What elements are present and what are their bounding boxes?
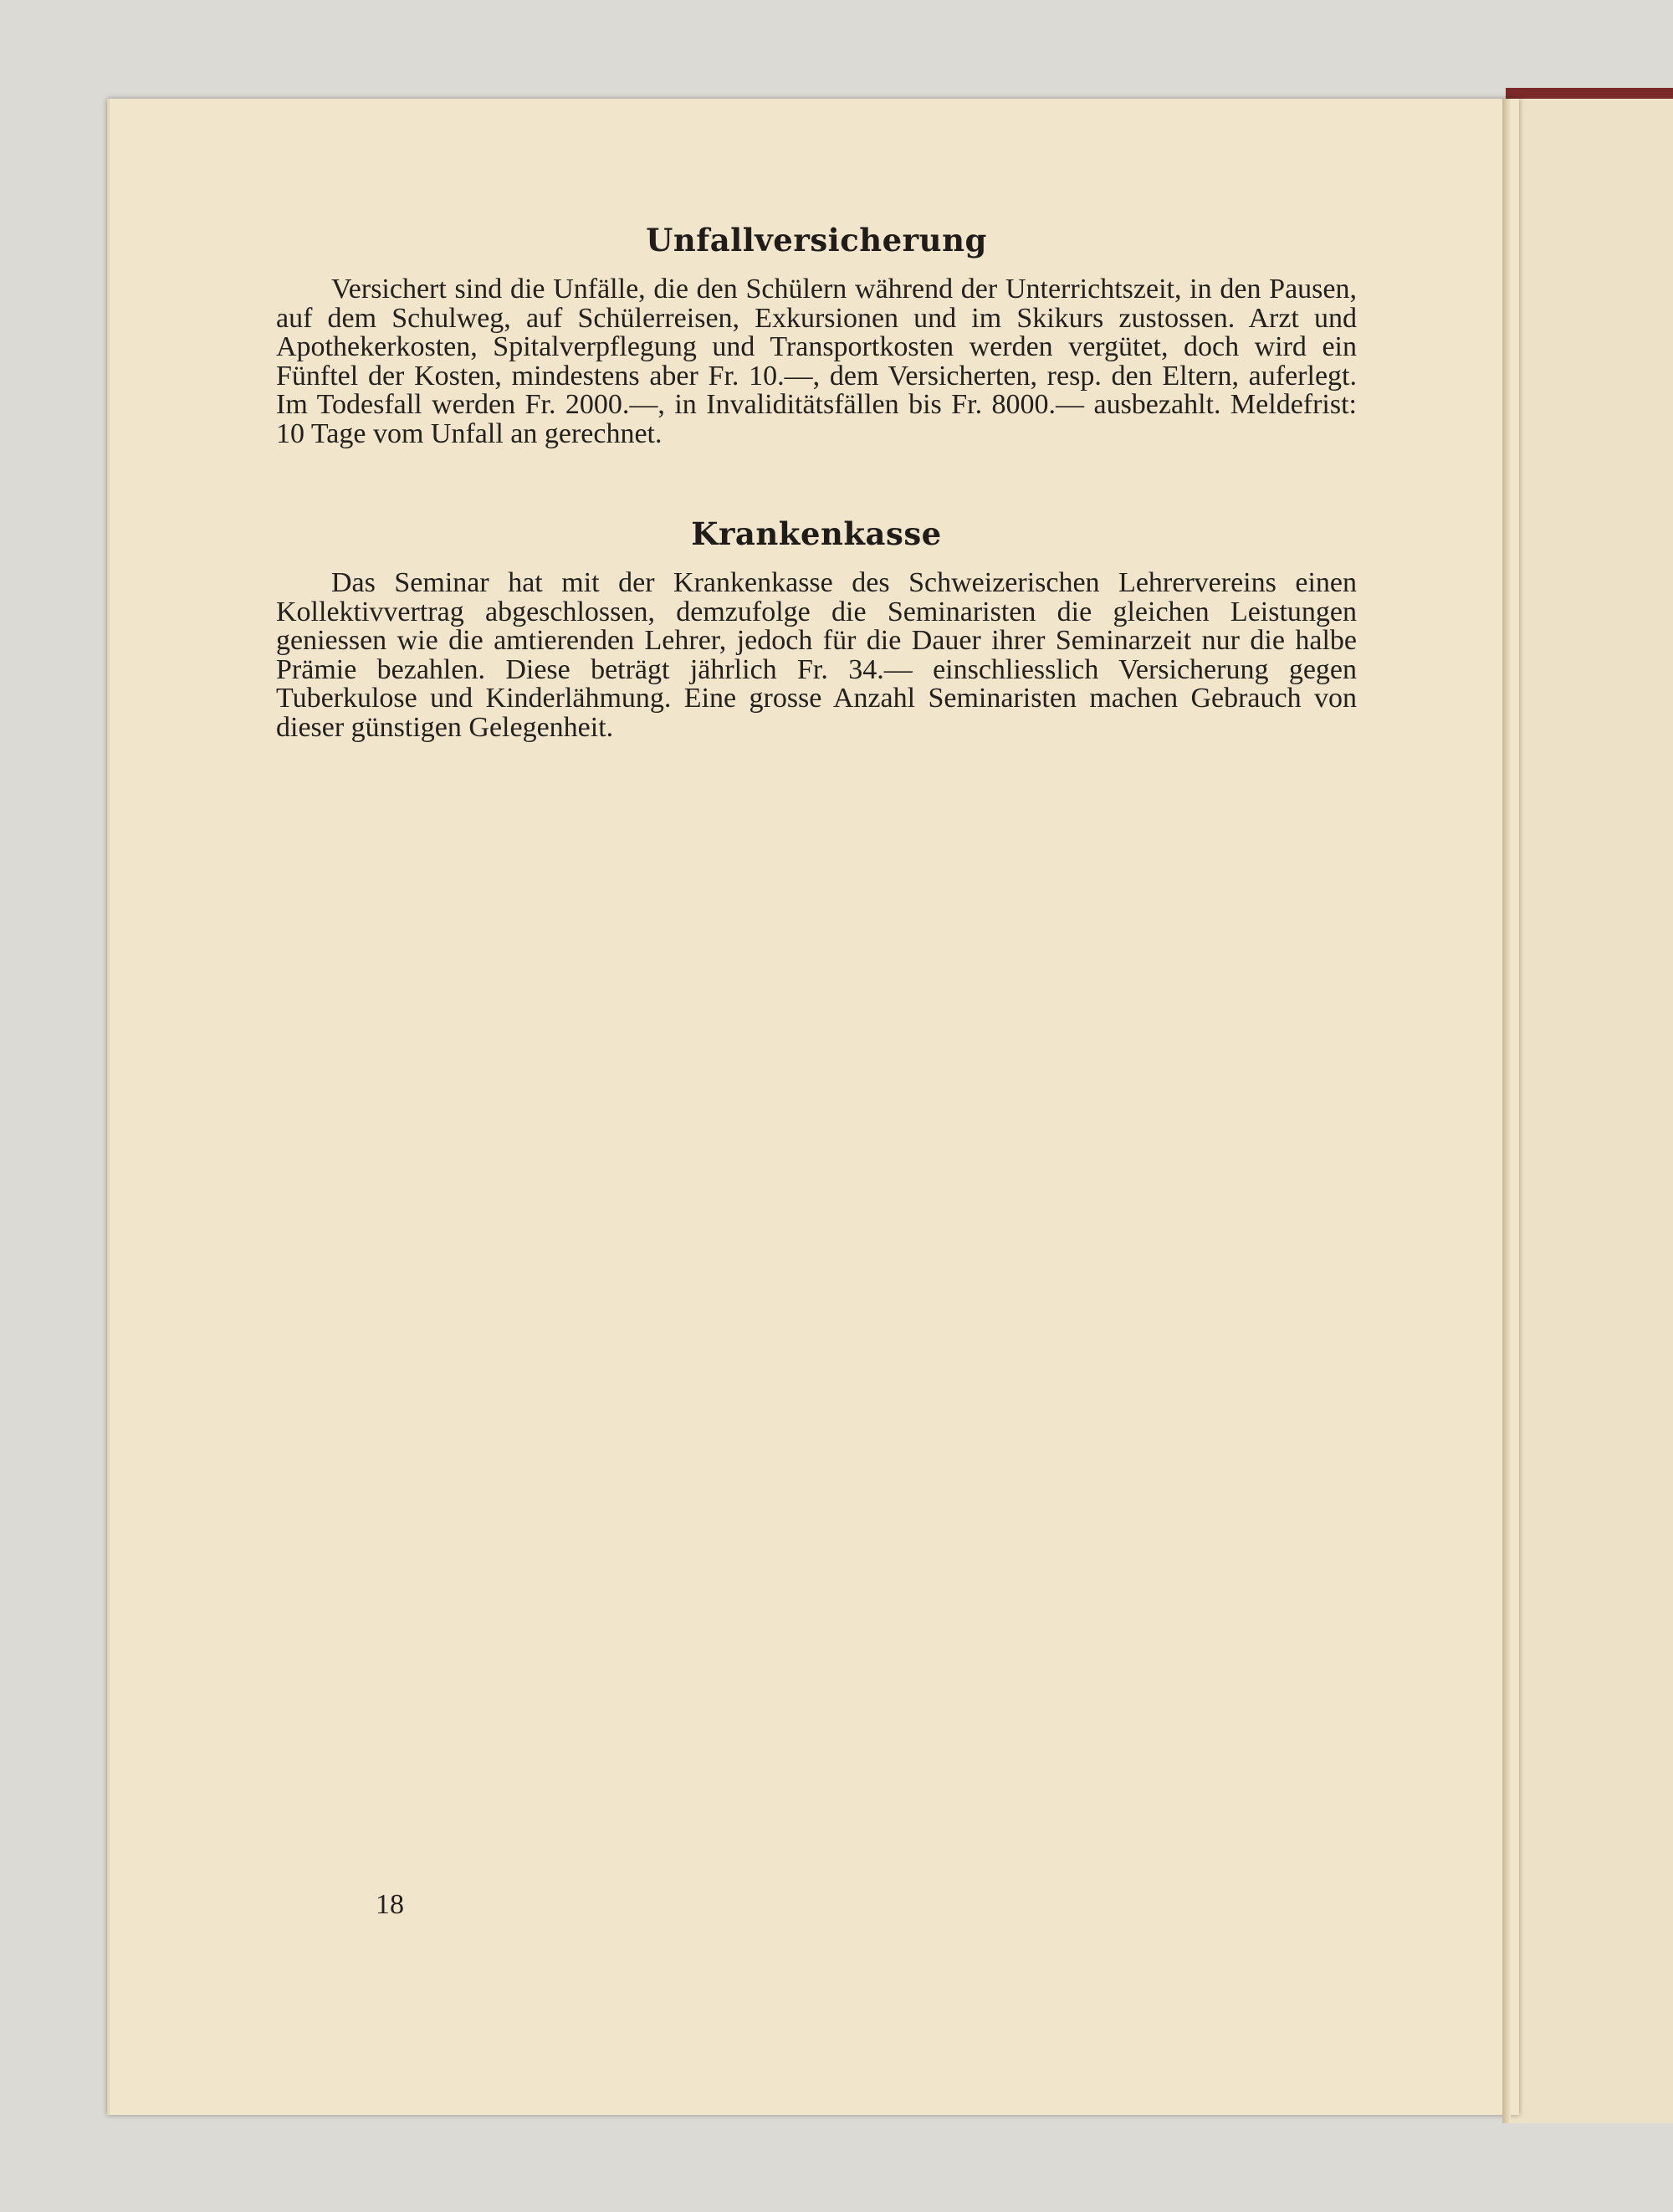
- section-heading: Krankenkasse: [691, 515, 942, 552]
- adjacent-page: [1506, 99, 1673, 2123]
- page-number: 18: [376, 1889, 404, 1920]
- page-content: [276, 222, 1357, 742]
- cover-edge: [1506, 88, 1673, 100]
- section-paragraph: Versichert sind die Unfälle, die den Schülern während der Unterrichtszeit, in den Pausen, auf dem Schulweg, auf Schülerreisen, Exkursionen und im Skikurs zustossen. Arzt und Apothekerkosten, Spitalverpflegung und Transportkosten werden vergütet, doch wird ein Fünftel der Kosten, mindestens aber Fr. 10.—, dem Versicherten, resp. den Eltern, auferlegt. Im Todesfall werden Fr. 2000.—, in Invaliditätsfällen bis Fr. 8000.— ausbezahlt. Meldefrist: 10 Tage vom Unfall an gerechnet.: [276, 274, 1357, 449]
- book-spine: [1502, 99, 1511, 2123]
- section-paragraph: Das Seminar hat mit der Krankenkasse des Schweizerischen Lehrervereins einen Kollektivvertrag abgeschlossen, demzufolge die Seminaristen die gleichen Leistungen geniessen wie die amtierenden Lehrer, jedoch für die Dauer ihrer Seminarzeit nur die halbe Prämie bezahlen. Diese beträgt jährlich Fr. 34.— einschliesslich Versicherung gegen Tuberkulose und Kinderlähmung. Eine grosse Anzahl Seminaristen machen Gebrauch von dieser günstigen Gelegenheit.: [276, 567, 1357, 743]
- section-krankenkasse: [276, 515, 1357, 742]
- section-heading: Unfallversicherung: [646, 222, 987, 259]
- section-unfallversicherung: [276, 222, 1357, 448]
